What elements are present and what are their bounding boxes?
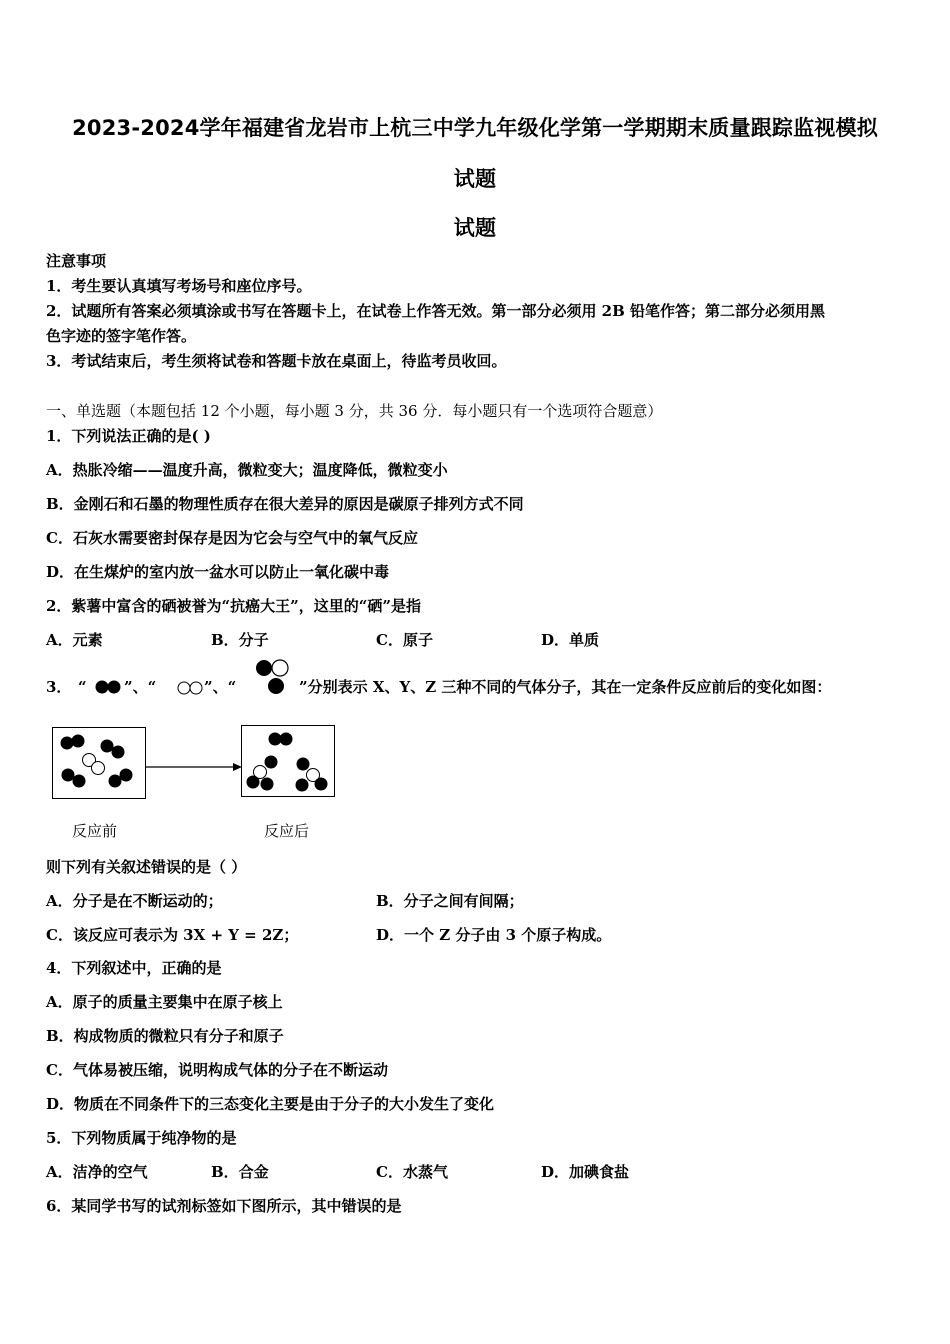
notice-item: 1．考生要认真填写考场号和座位序号。 bbox=[46, 277, 312, 295]
quote-open: “ bbox=[78, 678, 87, 696]
question-2-option-c: C．原子 bbox=[376, 631, 433, 649]
question-5-stem: 5．下列物质属于纯净物的是 bbox=[46, 1129, 237, 1147]
molecule-y-icon bbox=[176, 680, 206, 696]
question-5-option-c: C．水蒸气 bbox=[376, 1163, 448, 1181]
question-1-option-c: C．石灰水需要密封保存是因为它会与空气中的氧气反应 bbox=[46, 529, 418, 547]
molecule-x-atom bbox=[62, 769, 75, 782]
molecule-z-atom bbox=[247, 776, 260, 789]
molecule-y-atom bbox=[92, 762, 105, 775]
question-3-option-c: C．该反应可表示为 3X + Y = 2Z； bbox=[46, 926, 299, 944]
question-5-option-b: B．合金 bbox=[211, 1163, 269, 1181]
before-reaction-molecules bbox=[52, 727, 146, 799]
molecule-x-atom bbox=[61, 737, 74, 750]
question-5-option-a: A．洁净的空气 bbox=[46, 1163, 148, 1181]
question-2-option-a: A．元素 bbox=[46, 631, 103, 649]
question-2-stem: 2．紫薯中富含的硒被誉为“抗癌大王”，这里的“硒”是指 bbox=[46, 597, 421, 615]
after-reaction-molecules bbox=[241, 725, 335, 797]
molecule-z-atom bbox=[296, 779, 309, 792]
question-3-followup: 则下列有关叙述错误的是（ ） bbox=[46, 858, 247, 876]
molecule-x-atom bbox=[120, 769, 133, 782]
molecule-z-atom bbox=[297, 758, 310, 771]
question-2-option-b: B．分子 bbox=[211, 631, 269, 649]
question-5-option-d: D．加碘食盐 bbox=[541, 1163, 630, 1181]
question-3-option-a: A．分子是在不断运动的； bbox=[46, 892, 223, 910]
notice-heading: 注意事项 bbox=[46, 252, 107, 270]
reaction-arrow bbox=[146, 762, 246, 772]
molecule-z-icon bbox=[254, 658, 300, 696]
page-title: 2023-2024学年福建省龙岩市上杭三中学九年级化学第一学期期末质量跟踪监视模拟 bbox=[72, 116, 878, 140]
molecule-x-atom bbox=[101, 740, 114, 753]
question-2-option-d: D．单质 bbox=[541, 631, 600, 649]
question-3-option-d: D．一个 Z 分子由 3 个原子构成。 bbox=[376, 926, 612, 944]
molecule-z-atom bbox=[265, 756, 278, 769]
molecule-z-atom bbox=[315, 778, 328, 791]
question-4-option-b: B．构成物质的微粒只有分子和原子 bbox=[46, 1027, 284, 1045]
molecule-z-atom bbox=[261, 778, 274, 791]
caption-after: 反应后 bbox=[264, 822, 310, 840]
quote-separator: ”、“ bbox=[204, 678, 237, 696]
quote-separator: ”、“ bbox=[124, 678, 157, 696]
question-4-option-d: D．物质在不同条件下的三态变化主要是由于分子的大小发生了变化 bbox=[46, 1095, 495, 1113]
question-4-stem: 4．下列叙述中，正确的是 bbox=[46, 959, 222, 977]
notice-item: 2．试题所有答案必须填涂或书写在答题卡上，在试卷上作答无效。第一部分必须用 2B 铅笔作答；第二部分必须用黑 bbox=[46, 302, 826, 320]
molecule-x-atom bbox=[112, 746, 125, 759]
question-4-option-c: C．气体易被压缩，说明构成气体的分子在不断运动 bbox=[46, 1061, 388, 1079]
molecule-x-icon bbox=[94, 679, 124, 695]
section-heading: 一、单选题（本题包括 12 个小题，每小题 3 分，共 36 分．每小题只有一个选项符合题意） bbox=[46, 402, 663, 420]
question-3-option-b: B．分子之间有间隔； bbox=[376, 892, 524, 910]
question-6-stem: 6．某同学书写的试剂标签如下图所示，其中错误的是 bbox=[46, 1197, 402, 1215]
question-3-number: 3． bbox=[46, 678, 72, 696]
question-3-stem: ”分别表示 X、Y、Z 三种不同的气体分子，其在一定条件反应前后的变化如图： bbox=[299, 678, 832, 696]
notice-item: 色字迹的签字笔作答。 bbox=[46, 327, 197, 345]
caption-before: 反应前 bbox=[72, 822, 118, 840]
question-1-option-a: A．热胀冷缩——温度升高，微粒变大；温度降低，微粒变小 bbox=[46, 461, 448, 479]
molecule-x-atom bbox=[73, 775, 86, 788]
question-4-option-a: A．原子的质量主要集中在原子核上 bbox=[46, 993, 283, 1011]
question-1-option-b: B．金刚石和石墨的物理性质存在很大差异的原因是碳原子排列方式不同 bbox=[46, 495, 524, 513]
notice-item: 3．考试结束后，考生须将试卷和答题卡放在桌面上，待监考员收回。 bbox=[46, 352, 507, 370]
molecule-x-atom bbox=[72, 735, 85, 748]
molecule-x-atom bbox=[280, 733, 293, 746]
question-1-option-d: D．在生煤炉的室内放一盆水可以防止一氧化碳中毒 bbox=[46, 563, 390, 581]
question-1-stem: 1．下列说法正确的是( ) bbox=[46, 427, 211, 445]
page-subtitle: 试题 bbox=[453, 216, 497, 240]
molecule-x-atom bbox=[109, 775, 122, 788]
page-title-line2: 试题 bbox=[453, 167, 497, 191]
